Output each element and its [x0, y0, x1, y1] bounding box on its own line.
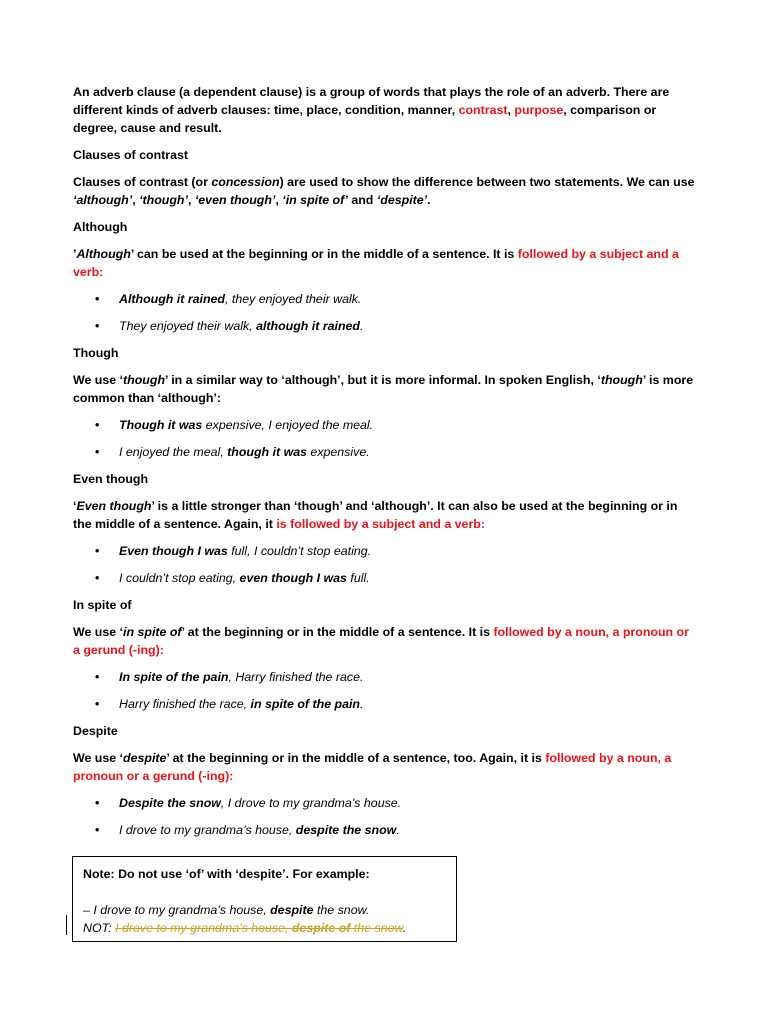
heading-though: Though	[73, 346, 119, 360]
though-paragraph	[73, 371, 696, 407]
note-example-incorrect	[83, 919, 446, 937]
quote-mark: ’	[73, 247, 77, 261]
term-of: ‘of’	[185, 867, 204, 881]
struck-text-bold: despite of	[291, 921, 351, 935]
intro-text-end: , comparison or degree, cause and result.	[73, 103, 657, 135]
list-item	[73, 317, 696, 335]
term-despite: despite	[123, 751, 167, 765]
example-bold: despite the snow	[295, 823, 397, 837]
note-text: – I drove to my grandma’s house,	[83, 903, 271, 917]
term-despite: ‘despite’	[376, 193, 428, 207]
example-bold: even though I was	[239, 571, 347, 585]
list-item	[73, 569, 696, 587]
struck-text: I drove to my grandma’s house,	[115, 921, 292, 935]
despite-text-2: ’ at the beginning or in the middle of a sentence, too. Again, it is	[166, 751, 546, 765]
example-text: expensive.	[306, 445, 370, 459]
note-text: with	[203, 867, 236, 881]
example-bold: Though it was	[119, 418, 203, 432]
example-bold: Even though I was	[119, 544, 228, 558]
term-concession: concession	[211, 175, 280, 189]
although-text: ’ can be used at the beginning or in the middle of a sentence. It is	[130, 247, 518, 261]
term-though: though	[600, 373, 643, 387]
example-text: , Harry finished the race.	[228, 670, 364, 684]
although-paragraph	[73, 245, 696, 281]
though-text-3: ’ is more common than ‘although’:	[73, 373, 694, 405]
though-text: We use ‘	[73, 373, 124, 387]
contrast-text-2: ) are used to show the difference between two statements. We can use	[279, 175, 695, 189]
example-bold: Despite the snow	[119, 796, 221, 810]
note-title	[83, 865, 446, 883]
list-item	[73, 416, 696, 434]
example-text: full.	[346, 571, 370, 585]
contrast-text: Clauses of contrast (or	[73, 175, 212, 189]
example-text: .	[396, 823, 400, 837]
comma: ,	[187, 193, 195, 207]
period: .	[402, 921, 407, 935]
even-though-examples	[73, 542, 696, 587]
despite-text: We use ‘	[73, 751, 124, 765]
struck-text: the snow	[350, 921, 403, 935]
period: .	[427, 193, 431, 207]
list-item	[73, 668, 696, 686]
term-despite: ‘despite’	[235, 867, 286, 881]
despite-examples	[73, 794, 696, 839]
term-even-though: ‘even though’	[194, 193, 276, 207]
text-cursor	[66, 915, 67, 935]
though-examples	[73, 416, 696, 461]
note-text: . For example:	[285, 867, 370, 881]
term-although: Although	[76, 247, 131, 261]
highlight-rule: is followed by a subject and a verb:	[276, 517, 485, 531]
example-bold: though it was	[227, 445, 307, 459]
example-bold: Although it rained	[119, 292, 225, 306]
contrast-paragraph	[73, 173, 696, 209]
although-examples	[73, 290, 696, 335]
comma: ,	[275, 193, 283, 207]
list-item	[73, 821, 696, 839]
highlight-rule: followed by a noun, a pronoun or a gerund (-ing):	[73, 625, 689, 657]
term-though: though	[123, 373, 166, 387]
word-and: and	[347, 193, 377, 207]
note-box	[72, 856, 457, 942]
comma: ,	[132, 193, 140, 207]
example-bold: In spite of the pain	[119, 670, 229, 684]
example-text: , I drove to my grandma’s house.	[220, 796, 402, 810]
highlight-rule: followed by a noun, a pronoun or a gerund (-ing):	[73, 751, 672, 783]
example-text: I drove to my grandma’s house,	[119, 823, 296, 837]
example-text: .	[360, 319, 364, 333]
example-text: I couldn’t stop eating,	[119, 571, 240, 585]
in-spite-of-paragraph	[73, 623, 696, 659]
quote-mark: ‘	[73, 499, 77, 513]
list-item	[73, 443, 696, 461]
term-even-though: Even though	[76, 499, 152, 513]
intro-paragraph	[73, 83, 696, 137]
not-label: NOT:	[83, 921, 116, 935]
list-item	[73, 542, 696, 560]
example-text: expensive, I enjoyed the meal.	[202, 418, 374, 432]
term-although: ‘although’	[73, 193, 133, 207]
heading-although: Although	[73, 220, 128, 234]
in-spite-of-text: We use ‘	[73, 625, 124, 639]
term-though: ‘though’	[139, 193, 188, 207]
though-text-2: ’ in a similar way to ‘although’, but it is more informal. In spoken English, ‘	[165, 373, 601, 387]
example-text: full, I couldn’t stop eating.	[227, 544, 372, 558]
example-bold: although it rained	[256, 319, 361, 333]
highlight-contrast: contrast	[458, 103, 508, 117]
intro-text: An adverb clause (a dependent clause) is a group of words that plays the role of an adverb. There are different kinds of adverb clauses: time, place, condition, manner,	[73, 85, 670, 117]
list-item	[73, 695, 696, 713]
term-in-spite-of: ‘in spite of’	[282, 193, 348, 207]
list-item	[73, 290, 696, 308]
example-text: .	[360, 697, 364, 711]
example-text: I enjoyed the meal,	[119, 445, 228, 459]
heading-even-though: Even though	[73, 472, 149, 486]
despite-paragraph	[73, 749, 696, 785]
example-text: , they enjoyed their walk.	[225, 292, 362, 306]
heading-in-spite-of: In spite of	[73, 598, 132, 612]
heading-clauses-of-contrast: Clauses of contrast	[73, 148, 188, 162]
list-item	[73, 794, 696, 812]
example-text: Harry finished the race,	[119, 697, 251, 711]
note-text: the snow.	[313, 903, 370, 917]
even-though-text: ’ is a little stronger than ‘though’ and ‘although’. It can also be used at the beginning or in the middle of a sentence. Again, it	[73, 499, 678, 531]
example-bold: in spite of the pain	[250, 697, 360, 711]
note-text: Note: Do not use	[83, 867, 186, 881]
example-text: They enjoyed their walk,	[119, 319, 257, 333]
in-spite-of-examples	[73, 668, 696, 713]
term-in-spite-of: in spite of	[123, 625, 182, 639]
heading-despite: Despite	[73, 724, 118, 738]
in-spite-of-text-2: ’ at the beginning or in the middle of a sentence. It is	[181, 625, 494, 639]
even-though-paragraph	[73, 497, 696, 533]
note-example-correct	[83, 901, 446, 919]
highlight-rule: followed by a subject and a verb:	[73, 247, 679, 279]
highlight-purpose: purpose	[514, 103, 564, 117]
intro-separator: ,	[507, 103, 515, 117]
example-bold: despite	[270, 903, 314, 917]
